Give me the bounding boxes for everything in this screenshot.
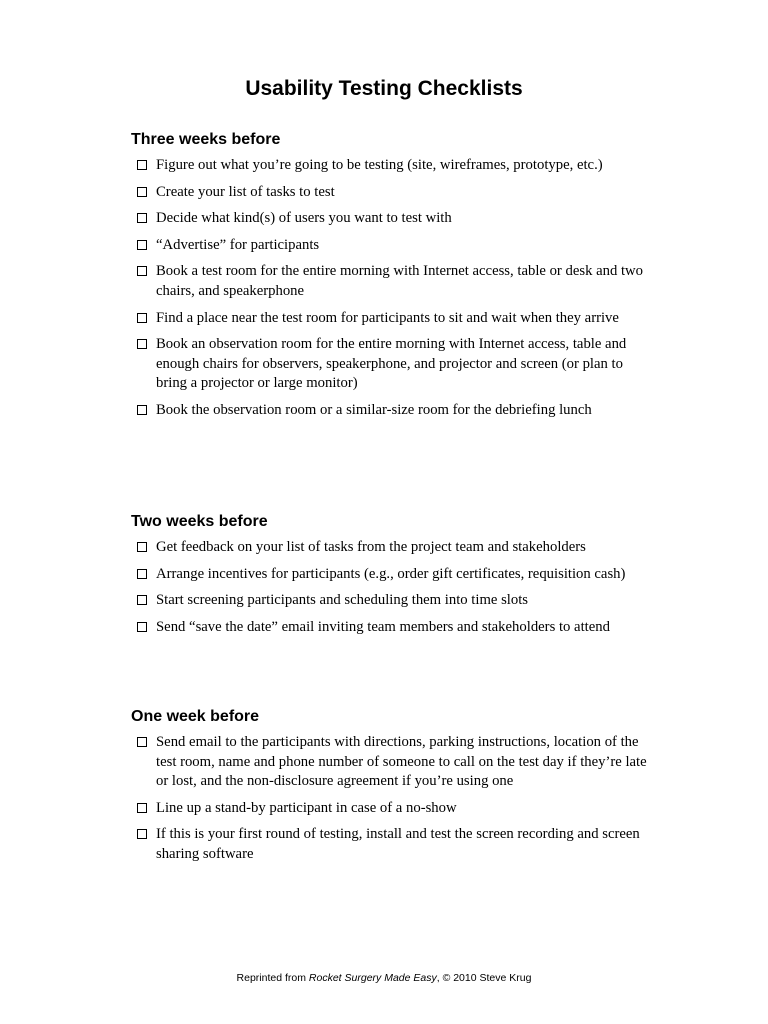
checkbox[interactable] [137,542,147,552]
checklist-item [131,733,651,792]
checklist-item [131,262,651,301]
section-heading: Three weeks before [131,131,281,148]
checklist-item-text: Book a test room for the entire morning with Internet access, table or desk and two chairs, and speakerphone [156,263,643,299]
checkbox[interactable] [137,737,147,747]
checklist-item [131,183,651,203]
checklist-item-text: Send “save the date” email inviting team members and stakeholders to attend [156,618,610,635]
checklist-item [131,209,651,229]
section-heading: Two weeks before [131,513,268,530]
checklist-item-text: Decide what kind(s) of users you want to test with [156,210,452,227]
checkbox[interactable] [137,213,147,223]
checklist-item-text: If this is your first round of testing, install and test the screen recording and screen sharing software [156,826,640,862]
footer-book-title: Rocket Surgery Made Easy [308,972,437,984]
checklist-item [131,401,651,421]
section-three-weeks-before [131,129,651,428]
checklist-item-text: Book an observation room for the entire morning with Internet access, table and enough chairs for observers, speakerphone, and projector and screen (or plan to bring a projector or large monitor) [156,336,627,392]
checkbox[interactable] [137,339,147,349]
section-one-week-before [131,706,651,872]
checkbox[interactable] [137,405,147,415]
checkbox[interactable] [137,187,147,197]
checklist-item [131,825,651,864]
checklist-item [131,309,651,329]
checklist-item-text: Get feedback on your list of tasks from the project team and stakeholders [156,539,586,555]
checklist-item [131,335,651,394]
checklist [131,156,651,421]
checklist-item [131,565,651,585]
checkbox[interactable] [137,160,147,170]
footer-suffix: , © 2010 Steve Krug [436,972,532,984]
checklist [131,733,651,865]
section-two-weeks-before [131,511,651,644]
checklist-item-text: Figure out what you’re going to be testing (site, wireframes, prototype, etc.) [156,157,603,173]
checklist-item [131,591,651,611]
checklist-item [131,618,651,638]
checkbox[interactable] [137,313,147,323]
checklist-item-text: Start screening participants and scheduling them into time slots [156,592,529,609]
checklist-item-text: Book the observation room or a similar-size room for the debriefing lunch [156,401,592,418]
checklist-item-text: Create your list of tasks to test [156,183,335,200]
page-title: Usability Testing Checklists [245,77,523,100]
checklist-item-text: Send email to the participants with directions, parking instructions, location of the test room, name and phone number of someone to call on the test day if they’re late or lost, and the non-disclosure agreement if you’re using one [156,734,647,790]
checkbox[interactable] [137,622,147,632]
checklist-item-text: Find a place near the test room for participants to sit and wait when they arrive [156,309,619,326]
footer-prefix: Reprinted from [236,972,309,984]
footer-credit [0,971,768,985]
checkbox[interactable] [137,240,147,250]
checklist-item [131,236,651,256]
checkbox[interactable] [137,829,147,839]
checklist-item-text: Line up a stand-by participant in case of a no-show [156,799,457,816]
checklist-item-text: Arrange incentives for participants (e.g., order gift certificates, requisition cash) [156,565,626,582]
checkbox[interactable] [137,803,147,813]
checklist-item [131,156,651,176]
section-heading: One week before [131,708,260,725]
checkbox[interactable] [137,569,147,579]
checklist-item [131,538,651,558]
checklist-item-text: “Advertise” for participants [156,236,320,253]
checklist-item [131,799,651,819]
checklist [131,538,651,637]
checkbox[interactable] [137,595,147,605]
checkbox[interactable] [137,266,147,276]
